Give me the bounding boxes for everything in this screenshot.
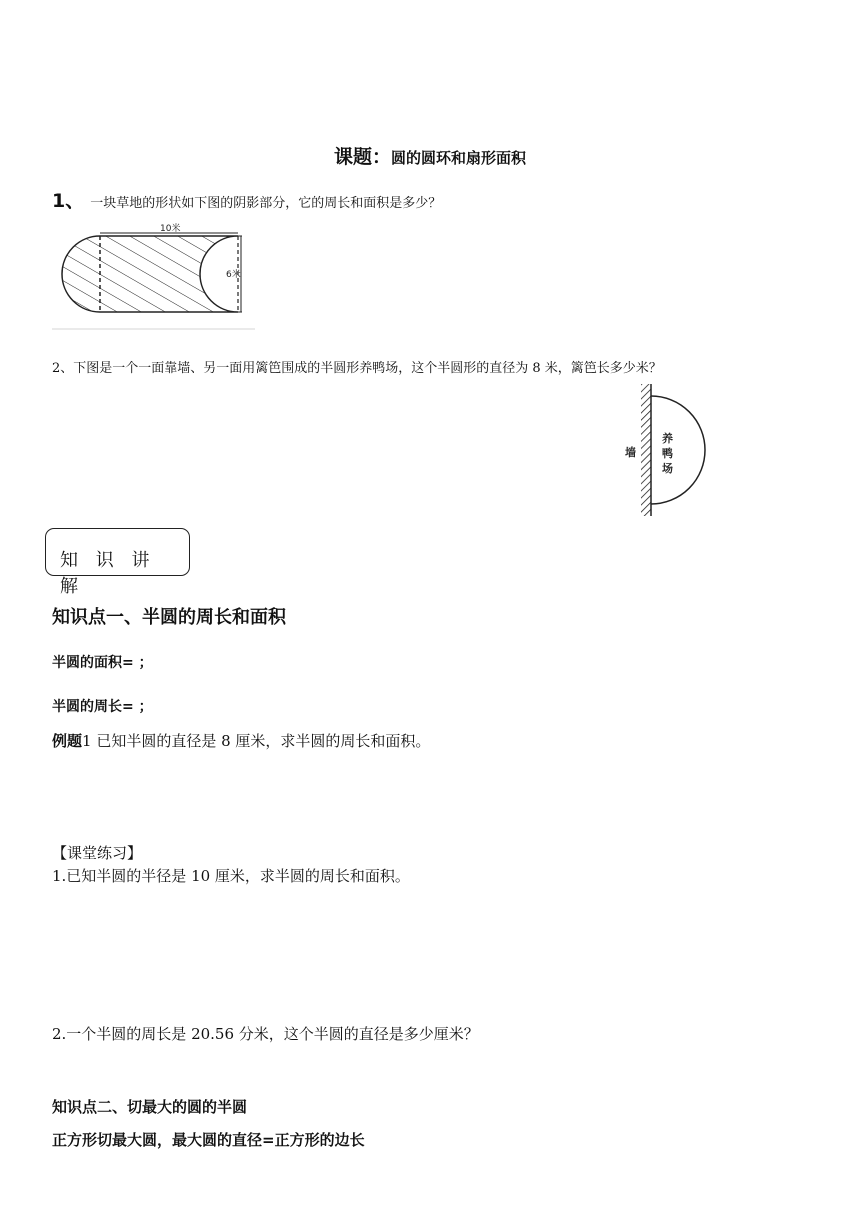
fence-semicircle <box>651 396 705 504</box>
section-box: 知 识 讲 解 <box>45 528 190 576</box>
question-1-number: 1、 <box>52 190 85 212</box>
practice-heading: 【课堂练习】 <box>52 844 143 862</box>
question-1 <box>52 186 441 213</box>
question-2-text: 2、下图是一个一面靠墙、另一面用篱笆围成的半圆形养鸭场，这个半圆形的直径为 8 米，篱笆长多少米？ <box>52 361 662 376</box>
duck-farm-figure <box>615 382 715 520</box>
height-label: 6米 <box>226 270 241 280</box>
practice-question-1: 1.已知半圆的半径是 10 厘米，求半圆的周长和面积。 <box>52 867 410 885</box>
grass-figure <box>50 218 260 334</box>
field-label-2: 鸭 <box>662 447 673 460</box>
wall-hatching <box>641 384 651 516</box>
field-label-3: 场 <box>662 462 673 475</box>
example-text: 1 已知半圆的直径是 8 厘米，求半圆的周长和面积。 <box>82 732 431 750</box>
title-prefix: 课题： <box>333 146 391 168</box>
page-title <box>0 142 860 169</box>
width-label: 10米 <box>160 224 181 234</box>
example-1 <box>52 730 430 751</box>
example-label: 例题 <box>52 732 83 750</box>
semicircle-perimeter-formula: 半圆的周长= ； <box>52 699 153 715</box>
knowledge-point-2-heading: 知识点二、切最大的圆的半圆 <box>52 1098 248 1116</box>
knowledge-point-1-heading: 知识点一、半圆的周长和面积 <box>52 607 286 628</box>
knowledge-point-2-text: 正方形切最大圆，最大圆的直径=正方形的边长 <box>52 1131 365 1149</box>
title-text: 圆的圆环和扇形面积 <box>391 149 527 167</box>
shaded-region <box>62 236 238 312</box>
semicircle-area-formula: 半圆的面积= ； <box>52 655 153 671</box>
practice-question-2: 2.一个半圆的周长是 20.56 分米，这个半圆的直径是多少厘米？ <box>52 1025 479 1043</box>
question-1-text: 一块草地的形状如下图的阴影部分，它的周长和面积是多少？ <box>90 196 442 211</box>
field-label-1: 养 <box>662 432 673 445</box>
wall-label: 墙 <box>625 446 636 459</box>
